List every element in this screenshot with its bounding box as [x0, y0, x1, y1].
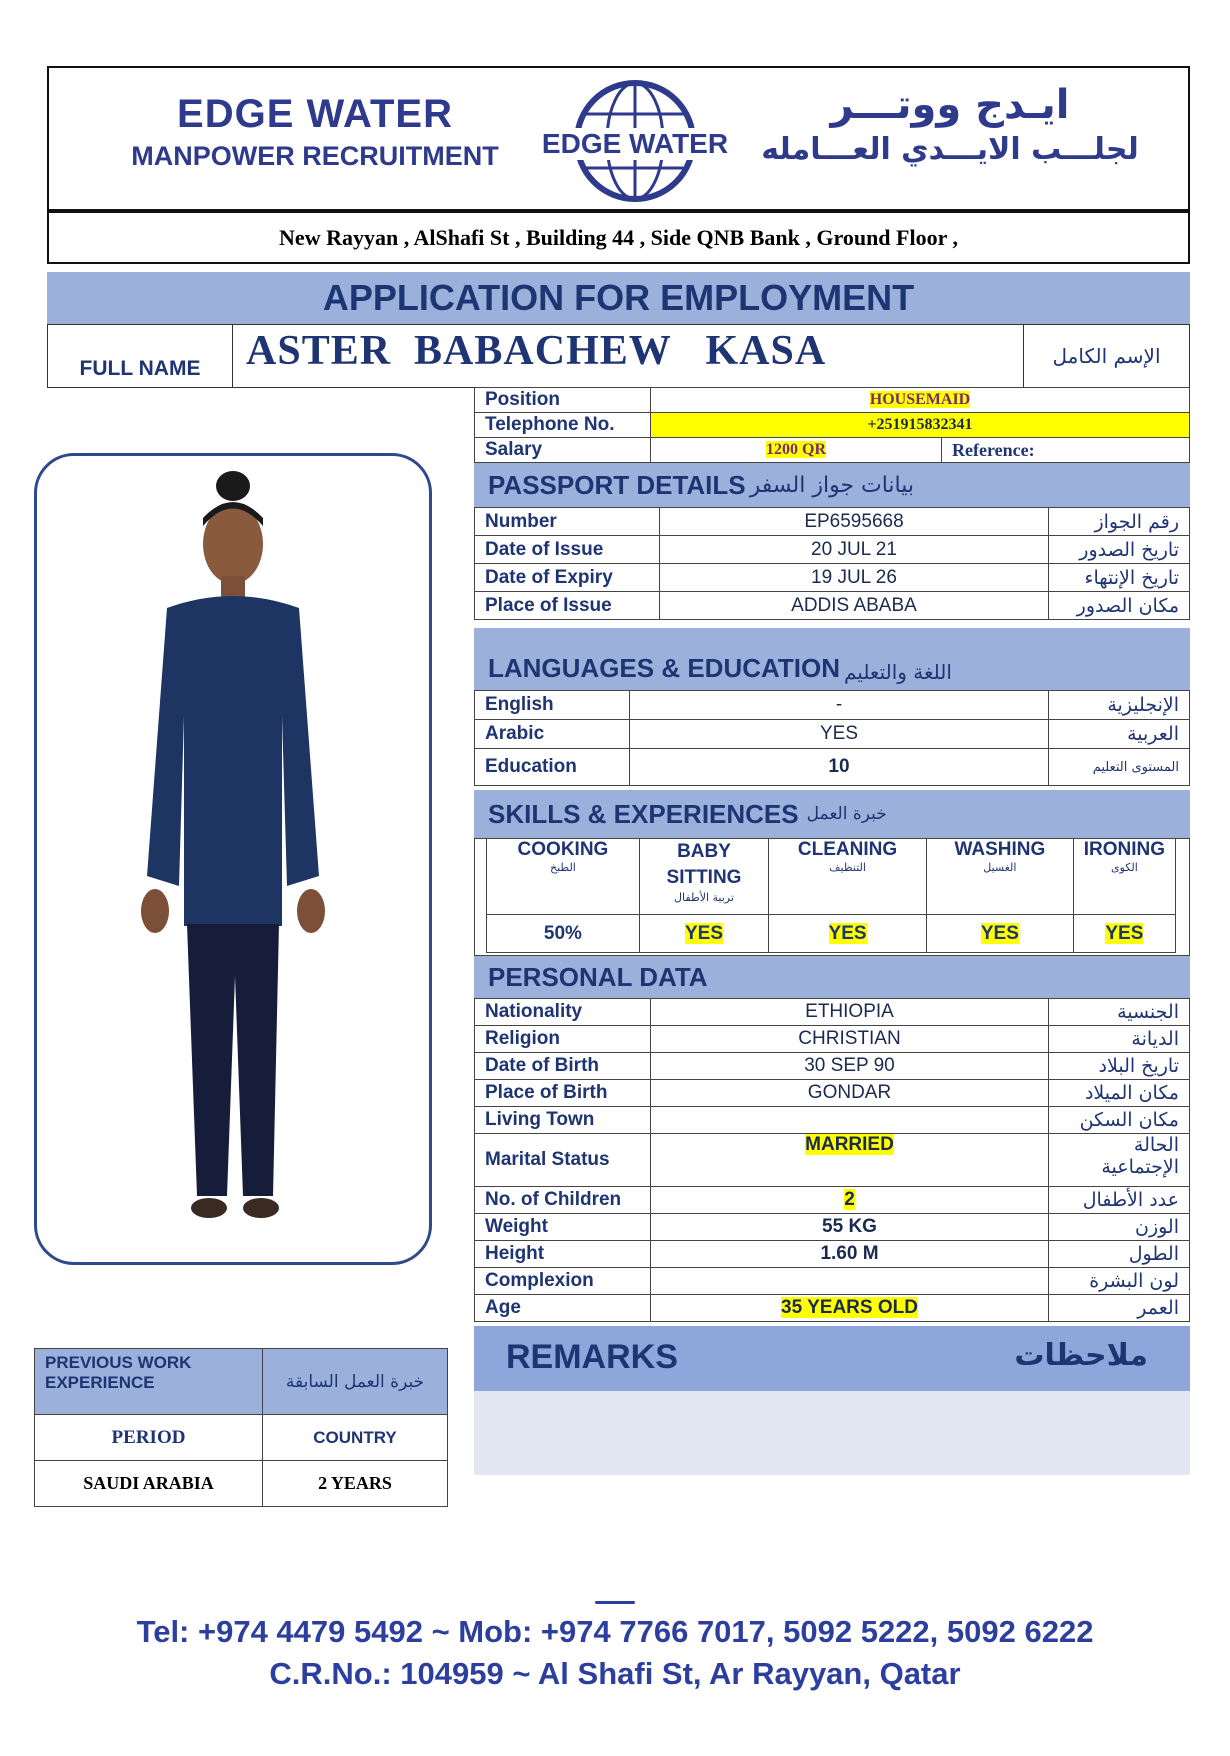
brand-arabic — [740, 82, 1160, 167]
expiry-date-value: 19 JUL 26 — [660, 564, 1049, 592]
issue-date-label: Date of Issue — [475, 536, 660, 564]
arabic-label-ar: العربية — [1049, 720, 1190, 749]
previous-work-table — [34, 1348, 448, 1507]
brand-english — [100, 92, 530, 172]
skill-cleaning-value: YES — [828, 922, 867, 944]
salary-value: 1200 QR — [766, 441, 826, 458]
languages-section-header — [474, 628, 1190, 690]
skill-ironing-label-ar: الكوى — [1110, 861, 1138, 874]
skill-washing-label: WASHING — [954, 839, 1046, 860]
education-value: 10 — [630, 749, 1049, 786]
skills-section-header — [474, 790, 1190, 838]
skills-title: SKILLS & EXPERIENCES — [488, 798, 799, 829]
full-name-row — [47, 324, 1190, 388]
skill-cleaning-label-ar: التنظيف — [829, 861, 866, 874]
issue-date-value: 20 JUL 21 — [660, 536, 1049, 564]
place-of-issue-label-ar: مكان الصدور — [1049, 592, 1190, 620]
skill-ironing-value: YES — [1105, 922, 1144, 944]
footer-divider — [595, 1601, 635, 1604]
skill-babysitting-label-ar: تربية الأطفال — [674, 891, 734, 904]
skill-washing-label-ar: الغسيل — [983, 861, 1017, 874]
telephone-label: Telephone No. — [475, 413, 651, 438]
height-label-ar: الطول — [1049, 1241, 1190, 1268]
age-label-ar: العمر — [1049, 1295, 1190, 1322]
expiry-date-label-ar: تاريخ الإنتهاء — [1049, 564, 1190, 592]
passport-number-label: Number — [475, 508, 660, 536]
personal-title: PERSONAL DATA — [488, 961, 708, 992]
skill-babysitting-value: YES — [684, 922, 723, 944]
languages-table — [474, 690, 1190, 786]
position-label: Position — [475, 388, 651, 413]
religion-label: Religion — [475, 1026, 651, 1053]
place-of-issue-value: ADDIS ABABA — [660, 592, 1049, 620]
complexion-label-ar: لون البشرة — [1049, 1268, 1190, 1295]
weight-label: Weight — [475, 1214, 651, 1241]
previous-work-title: PREVIOUS WORK EXPERIENCE — [35, 1349, 263, 1415]
footer-registration: C.R.No.: 104959 ~ Al Shafi St, Ar Rayyan, Qatar — [269, 1656, 961, 1691]
salary-label: Salary — [475, 438, 651, 463]
living-town-label: Living Town — [475, 1107, 651, 1134]
period-value: 2 YEARS — [263, 1461, 448, 1507]
complexion-value — [651, 1268, 1049, 1295]
languages-title-ar: اللغة والتعليم — [843, 660, 952, 684]
passport-title: PASSPORT DETAILS — [488, 469, 746, 500]
job-table — [474, 387, 1190, 463]
brand-tagline-ar: لجلـــب الايـــدي العـــامله — [761, 132, 1139, 167]
globe-logo — [535, 76, 735, 206]
weight-value: 55 KG — [651, 1214, 1049, 1241]
skill-babysitting-label: BABY SITTING — [666, 841, 742, 888]
english-label-ar: الإنجليزية — [1049, 691, 1190, 720]
issue-date-label-ar: تاريخ الصدور — [1049, 536, 1190, 564]
footer-phone: Tel: +974 4479 5492 ~ Mob: +974 7766 7017, 5092 5222, 5092 6222 — [136, 1614, 1094, 1649]
skill-cooking-label: COOKING — [517, 839, 609, 860]
page-title: APPLICATION FOR EMPLOYMENT — [47, 272, 1190, 324]
passport-title-ar: بيانات جواز السفر — [749, 472, 915, 498]
full-name-label-ar: الإسم الكامل — [1023, 325, 1189, 387]
children-label-ar: عدد الأطفال — [1049, 1187, 1190, 1214]
position-value: HOUSEMAID — [869, 391, 971, 408]
skill-cleaning-label: CLEANING — [797, 839, 898, 860]
arabic-value: YES — [630, 720, 1049, 749]
english-value: - — [630, 691, 1049, 720]
place-of-issue-label: Place of Issue — [475, 592, 660, 620]
height-value: 1.60 M — [651, 1241, 1049, 1268]
date-of-birth-label: Date of Birth — [475, 1053, 651, 1080]
date-of-birth-value: 30 SEP 90 — [651, 1053, 1049, 1080]
marital-status-value: MARRIED — [805, 1134, 894, 1155]
skill-cooking-value: 50% — [487, 915, 640, 953]
languages-title: LANGUAGES & EDUCATION — [488, 653, 840, 683]
education-label: Education — [475, 749, 630, 786]
complexion-label: Complexion — [475, 1268, 651, 1295]
applicant-photo — [34, 453, 432, 1265]
brand-name-ar: ايـدج ووتـــر — [830, 82, 1070, 128]
children-value: 2 — [844, 1189, 855, 1210]
place-of-birth-label-ar: مكان الميلاد — [1049, 1080, 1190, 1107]
age-label: Age — [475, 1295, 651, 1322]
telephone-value: +251915832341 — [651, 413, 1190, 438]
address-line: New Rayyan , AlShafi St , Building 44 , Side QNB Bank , Ground Floor , — [47, 211, 1190, 264]
weight-label-ar: الوزن — [1049, 1214, 1190, 1241]
period-label: PERIOD — [35, 1415, 263, 1461]
arabic-label: Arabic — [475, 720, 630, 749]
marital-status-label-ar: الحالة الإجتماعية — [1049, 1134, 1190, 1187]
skill-cooking-label-ar: الطبخ — [550, 861, 576, 874]
religion-label-ar: الديانة — [1049, 1026, 1190, 1053]
children-label: No. of Children — [475, 1187, 651, 1214]
reference-label: Reference: — [942, 438, 1190, 463]
logo-text: EDGE WATER — [541, 128, 729, 159]
personal-table — [474, 998, 1190, 1322]
full-name-value: ASTER BABACHEW KASA — [246, 328, 827, 374]
full-name-label: FULL NAME — [48, 325, 233, 387]
personal-section-header — [474, 956, 1190, 998]
remarks-body — [474, 1391, 1190, 1475]
height-label: Height — [475, 1241, 651, 1268]
skills-title-ar: خبرة العمل — [806, 804, 887, 824]
marital-status-label: Marital Status — [475, 1134, 651, 1187]
living-town-label-ar: مكان السكن — [1049, 1107, 1190, 1134]
brand-tagline: MANPOWER RECRUITMENT — [131, 141, 499, 171]
place-of-birth-label: Place of Birth — [475, 1080, 651, 1107]
passport-section-header — [474, 463, 1190, 507]
skills-table — [486, 838, 1176, 953]
nationality-value: ETHIOPIA — [651, 999, 1049, 1026]
passport-number-value: EP6595668 — [660, 508, 1049, 536]
date-of-birth-label-ar: تاريخ البلاد — [1049, 1053, 1190, 1080]
education-label-ar: المستوى التعليم — [1049, 749, 1190, 786]
nationality-label: Nationality — [475, 999, 651, 1026]
age-value: 35 YEARS OLD — [781, 1297, 918, 1318]
living-town-value — [651, 1107, 1049, 1134]
passport-table — [474, 507, 1190, 620]
english-label: English — [475, 691, 630, 720]
religion-value: CHRISTIAN — [651, 1026, 1049, 1053]
previous-work-title-ar: خبرة العمل السابقة — [263, 1349, 448, 1415]
brand-name: EDGE WATER — [177, 92, 453, 136]
skill-washing-value: YES — [980, 922, 1019, 944]
skill-ironing-label: IRONING — [1083, 839, 1165, 860]
remarks-header — [474, 1326, 1190, 1391]
place-of-birth-value: GONDAR — [651, 1080, 1049, 1107]
country-value: SAUDI ARABIA — [35, 1461, 263, 1507]
remarks-title: REMARKS — [506, 1338, 678, 1376]
passport-number-label-ar: رقم الجواز — [1049, 508, 1190, 536]
nationality-label-ar: الجنسية — [1049, 999, 1190, 1026]
country-label: COUNTRY — [263, 1415, 448, 1461]
remarks-title-ar: ملاحظات — [1014, 1338, 1148, 1373]
expiry-date-label: Date of Expiry — [475, 564, 660, 592]
